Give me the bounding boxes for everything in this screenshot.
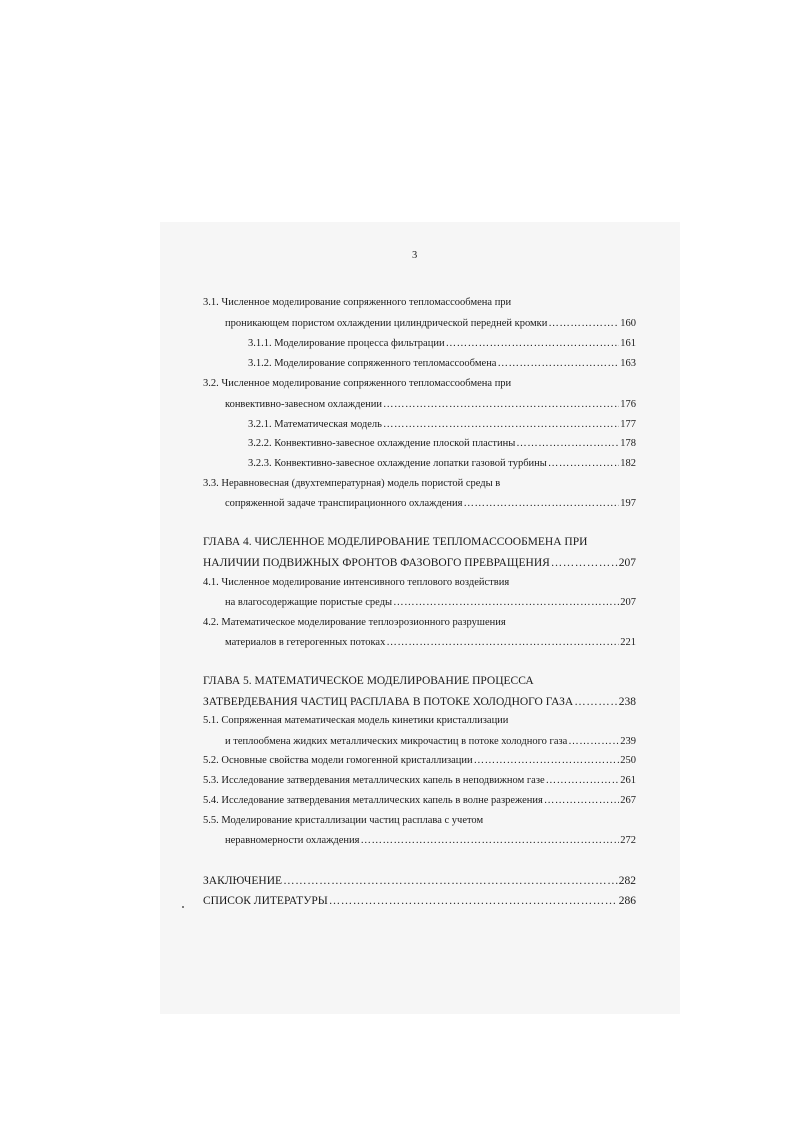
toc-chapter-title: НАЛИЧИИ ПОДВИЖНЫХ ФРОНТОВ ФАЗОВОГО ПРЕВРАЩЕНИЯ bbox=[203, 557, 550, 569]
toc-entry-3-2-2 bbox=[248, 437, 636, 450]
toc-leader bbox=[383, 398, 619, 411]
toc-entry-4-1 bbox=[203, 576, 509, 589]
toc-entry-5-3 bbox=[203, 774, 636, 787]
toc-entry-3-2 bbox=[203, 377, 511, 390]
toc-entry-title: на влагосодержащие пористые среды bbox=[225, 597, 393, 608]
toc-chapter-title: ГЛАВА 5. МАТЕМАТИЧЕСКОЕ МОДЕЛИРОВАНИЕ ПРОЦЕССА bbox=[203, 675, 534, 687]
toc-entry-title: 5.2. Основные свойства модели гомогенной кристаллизации bbox=[203, 755, 473, 766]
toc-leader bbox=[574, 695, 618, 709]
toc-entry-title: 3.1.1. Моделирование процесса фильтрации bbox=[248, 338, 445, 349]
toc-entry-title: конвективно-завесном охлаждении bbox=[225, 399, 382, 410]
toc-entry-title: материалов в гетерогенных потоках bbox=[225, 637, 386, 648]
toc-entry-title: 3.1.2. Моделирование сопряженного тепломассообмена bbox=[248, 358, 497, 369]
toc-entry-page: 282 bbox=[618, 875, 636, 887]
toc-entry-title: 3.2.3. Конвективно-завесное охлаждение лопатки газовой турбины bbox=[248, 458, 547, 469]
toc-leader bbox=[383, 418, 619, 431]
toc-entry-title: 5.3. Исследование затвердевания металлических капель в неподвижном газе bbox=[203, 775, 545, 786]
toc-entry-5-4 bbox=[203, 794, 636, 807]
toc-leader bbox=[568, 735, 619, 748]
toc-entry-title: 3.1. Численное моделирование сопряженного тепломассообмена при bbox=[203, 297, 512, 308]
toc-entry-3-3-cont bbox=[225, 497, 636, 510]
toc-leader bbox=[516, 437, 619, 450]
toc-entry-title: 5.5. Моделирование кристаллизации частиц расплава с учетом bbox=[203, 815, 484, 826]
toc-chapter-4 bbox=[203, 535, 587, 549]
toc-entry-5-1-cont bbox=[225, 735, 636, 748]
toc-entry-title: 3.2. Численное моделирование сопряженного тепломассообмена при bbox=[203, 378, 512, 389]
toc-entry-5-5 bbox=[203, 814, 483, 827]
toc-entry-page: 261 bbox=[620, 775, 636, 786]
toc-entry-title: и теплообмена жидких металлических микрочастиц в потоке холодного газа bbox=[225, 736, 568, 747]
toc-entry-title: неравномерности охлаждения bbox=[225, 835, 360, 846]
toc-entry-page: 177 bbox=[620, 419, 636, 430]
toc-entry-title: ЗАКЛЮЧЕНИЕ bbox=[203, 875, 283, 887]
toc-chapter-title: ГЛАВА 4. ЧИСЛЕННОЕ МОДЕЛИРОВАНИЕ ТЕПЛОМАССООБМЕНА ПРИ bbox=[203, 536, 588, 548]
toc-entry-page: 267 bbox=[620, 795, 636, 806]
toc-references bbox=[203, 894, 636, 908]
toc-chapter-5-cont bbox=[203, 695, 636, 709]
toc-leader bbox=[283, 874, 618, 888]
toc-entry-3-2-1 bbox=[248, 418, 636, 431]
toc-entry-page: 286 bbox=[618, 895, 636, 907]
toc-chapter-title: ЗАТВЕРДЕВАНИЯ ЧАСТИЦ РАСПЛАВА В ПОТОКЕ ХОЛОДНОГО ГАЗА bbox=[203, 696, 574, 708]
toc-leader bbox=[548, 317, 619, 330]
toc-entry-page: 163 bbox=[620, 358, 636, 369]
toc-entry-page: 197 bbox=[620, 498, 636, 509]
toc-entry-page: 160 bbox=[620, 318, 636, 329]
toc-entry-title: 5.1. Сопряженная математическая модель кинетики кристаллизации bbox=[203, 715, 509, 726]
toc-entry-4-2-cont bbox=[225, 636, 636, 649]
toc-leader bbox=[393, 596, 619, 609]
toc-entry-page: 161 bbox=[620, 338, 636, 349]
toc-entry-5-2 bbox=[203, 754, 636, 767]
toc-leader bbox=[446, 337, 620, 350]
toc-leader bbox=[551, 556, 618, 570]
scan-speck bbox=[182, 906, 184, 908]
toc-entry-title: 4.1. Численное моделирование интенсивного теплового воздействия bbox=[203, 577, 510, 588]
toc-leader bbox=[546, 774, 620, 787]
toc-entry-page: 238 bbox=[618, 696, 636, 708]
toc-entry-3-2-3 bbox=[248, 457, 636, 470]
toc-entry-3-1 bbox=[203, 296, 511, 309]
toc-entry-5-1 bbox=[203, 714, 508, 727]
toc-leader bbox=[386, 636, 619, 649]
toc-entry-3-1-2 bbox=[248, 357, 636, 370]
toc-entry-page: 272 bbox=[620, 835, 636, 846]
toc-leader bbox=[497, 357, 619, 370]
toc-entry-3-3 bbox=[203, 477, 500, 490]
toc-leader bbox=[360, 834, 619, 847]
toc-leader bbox=[544, 794, 619, 807]
toc-chapter-5 bbox=[203, 674, 534, 688]
toc-leader bbox=[329, 894, 618, 908]
toc-entry-page: 176 bbox=[620, 399, 636, 410]
toc-entry-4-2 bbox=[203, 616, 506, 629]
toc-entry-title: 3.2.1. Математическая модель bbox=[248, 419, 382, 430]
toc-entry-title: проникающем пористом охлаждении цилиндрической передней кромки bbox=[225, 318, 548, 329]
toc-entry-3-2-cont bbox=[225, 398, 636, 411]
toc-entry-page: 178 bbox=[620, 438, 636, 449]
toc-entry-title: 3.3. Неравновесная (двухтемпературная) модель пористой среды в bbox=[203, 478, 501, 489]
toc-entry-page: 207 bbox=[620, 597, 636, 608]
toc-conclusion bbox=[203, 874, 636, 888]
page-number: 3 bbox=[412, 250, 418, 261]
toc-entry-3-1-cont bbox=[225, 317, 636, 330]
toc-entry-page: 239 bbox=[620, 736, 636, 747]
toc-entry-title: 3.2.2. Конвективно-завесное охлаждение плоской пластины bbox=[248, 438, 516, 449]
toc-entry-page: 207 bbox=[618, 557, 636, 569]
toc-entry-page: 250 bbox=[620, 755, 636, 766]
toc-leader bbox=[548, 457, 619, 470]
toc-chapter-4-cont bbox=[203, 556, 636, 570]
toc-leader bbox=[474, 754, 620, 767]
toc-entry-page: 182 bbox=[620, 458, 636, 469]
toc-entry-title: 4.2. Математическое моделирование теплоэрозионного разрушения bbox=[203, 617, 506, 628]
toc-entry-page: 221 bbox=[620, 637, 636, 648]
toc-leader bbox=[464, 497, 620, 510]
toc-entry-title: 5.4. Исследование затвердевания металлических капель в волне разрежения bbox=[203, 795, 543, 806]
toc-entry-title: сопряженной задаче транспирационного охлаждения bbox=[225, 498, 463, 509]
toc-entry-title: СПИСОК ЛИТЕРАТУРЫ bbox=[203, 895, 328, 907]
toc-entry-5-5-cont bbox=[225, 834, 636, 847]
toc-entry-4-1-cont bbox=[225, 596, 636, 609]
toc-entry-3-1-1 bbox=[248, 337, 636, 350]
